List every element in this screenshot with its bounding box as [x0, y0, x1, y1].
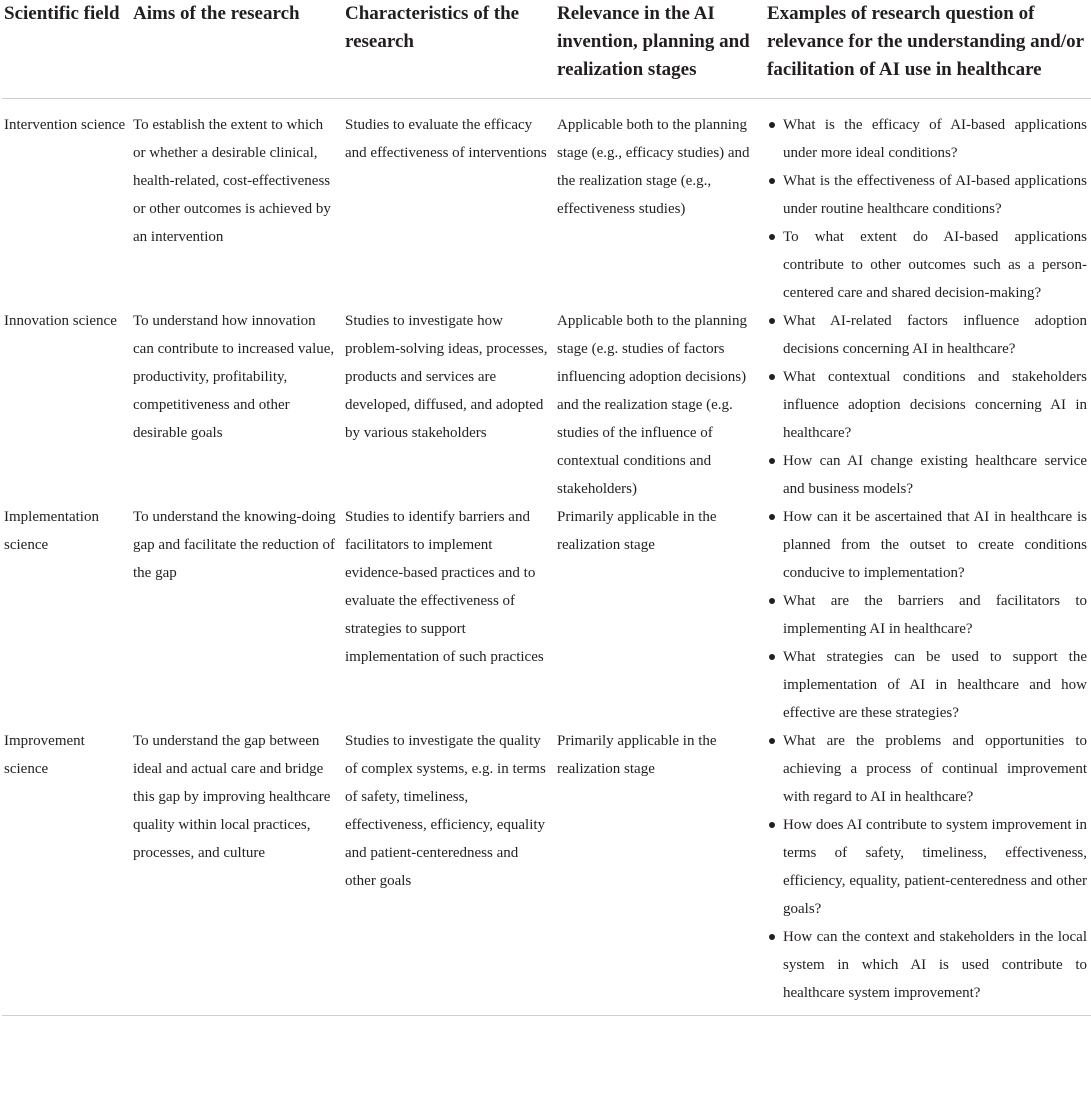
research-fields-table [2, 0, 1091, 1016]
table-row [2, 99, 1091, 308]
question-item: What contextual conditions and stakeholders influence adoption decisions concerning AI in healthcare? [767, 363, 1087, 447]
cell-aims: To understand the knowing-doing gap and facilitate the reduction of the gap [133, 509, 336, 581]
question-list [767, 503, 1087, 727]
table-row [2, 503, 1091, 727]
cell-characteristics: Studies to investigate how problem-solving ideas, processes, products and services are developed, diffused, and adopted by various stakeholders [345, 313, 548, 441]
table-body [2, 99, 1091, 1016]
cell-field: Innovation science [4, 313, 117, 329]
header-relevance: Relevance in the AI invention, planning and realization stages [555, 0, 765, 99]
cell-aims: To understand the gap between ideal and actual care and bridge this gap by improving healthcare quality within local practices, processes, and culture [131, 727, 343, 1016]
cell-field: Improvement science [2, 727, 131, 1016]
cell-characteristics: Studies to investigate the quality of complex systems, e.g. in terms of safety, timeliness, effectiveness, efficiency, equality and patient-centeredness and other goals [343, 727, 555, 1016]
question-list [767, 111, 1087, 307]
cell-questions [765, 727, 1091, 1016]
question-item: How can it be ascertained that AI in healthcare is planned from the outset to create conditions conducive to implementation? [767, 503, 1087, 587]
cell-relevance: Applicable both to the planning stage (e.g. studies of factors influencing adoption decisions) and the realization stage (e.g. studies of the influence of contextual conditions and stakeholders) [557, 313, 747, 497]
table-header [2, 0, 1091, 99]
cell-field: Implementation science [4, 509, 99, 553]
cell-relevance: Primarily applicable in the realization stage [555, 727, 765, 1016]
header-row [2, 0, 1091, 99]
question-item: To what extent do AI-based applications contribute to other outcomes such as a person-centered care and shared decision-making? [767, 223, 1087, 307]
cell-relevance: Applicable both to the planning stage (e.g., efficacy studies) and the realization stage (e.g., effectiveness studies) [557, 117, 750, 217]
question-item: What are the barriers and facilitators to implementing AI in healthcare? [767, 587, 1087, 643]
table-row [2, 307, 1091, 503]
question-list [767, 727, 1087, 1007]
cell-questions [765, 99, 1091, 308]
question-list [767, 307, 1087, 503]
question-item: What is the efficacy of AI-based applications under more ideal conditions? [767, 111, 1087, 167]
table-row [2, 727, 1091, 1016]
cell-questions [765, 503, 1091, 727]
question-item: What is the effectiveness of AI-based applications under routine healthcare conditions? [767, 167, 1087, 223]
question-item: What AI-related factors influence adoption decisions concerning AI in healthcare? [767, 307, 1087, 363]
question-item: How can the context and stakeholders in the local system in which AI is used contribute to healthcare system improvement? [767, 923, 1087, 1007]
header-characteristics: Characteristics of the research [343, 0, 555, 99]
header-example-questions: Examples of research question of relevance for the understanding and/or facilitation of AI use in healthcare [765, 0, 1091, 99]
cell-aims: To understand how innovation can contribute to increased value, productivity, profitability, competitiveness and other desirable goals [133, 313, 335, 441]
cell-field: Intervention science [4, 117, 126, 133]
cell-questions [765, 307, 1091, 503]
question-item: What are the problems and opportunities to achieving a process of continual improvement with regard to AI in healthcare? [767, 727, 1087, 811]
cell-relevance: Primarily applicable in the realization stage [557, 509, 717, 553]
cell-characteristics: Studies to evaluate the efficacy and effectiveness of interventions [345, 117, 547, 161]
question-item: What strategies can be used to support the implementation of AI in healthcare and how effective are these strategies? [767, 643, 1087, 727]
cell-aims: To establish the extent to which or whether a desirable clinical, health-related, cost-effectiveness or other outcomes is achieved by an intervention [133, 117, 331, 245]
header-aims: Aims of the research [131, 0, 343, 99]
cell-characteristics: Studies to identify barriers and facilitators to implement evidence-based practices and to evaluate the effectiveness of strategies to support implementation of such practices [345, 509, 544, 665]
question-item: How can AI change existing healthcare service and business models? [767, 447, 1087, 503]
question-item: How does AI contribute to system improvement in terms of safety, timeliness, effectiveness, efficiency, equality, patient-centeredness and other goals? [767, 811, 1087, 923]
header-scientific-field: Scientific field [2, 0, 131, 99]
